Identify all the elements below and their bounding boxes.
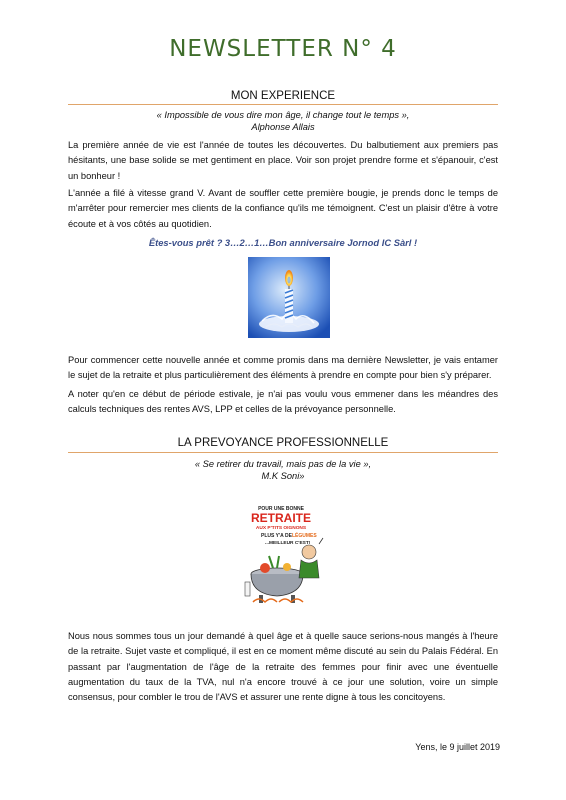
retirement-cartoon-icon bbox=[243, 502, 325, 607]
cartoon-text: AUX P'TITS OIGNONS bbox=[255, 526, 307, 531]
quote-author: M.K Soni» bbox=[261, 471, 305, 481]
paragraph-thanks: L'année a filé à vitesse grand V. Avant de souffler cette première bougie, je prends donc le temps de m'arrêter pour remercier mes clients de la confiance qu'ils me témoignent. C'est un plaisir d'être à votre écoute et à vos côtés au quotidien. bbox=[68, 188, 498, 229]
section-rule bbox=[68, 452, 498, 453]
cartoon-text: LÉGUMES bbox=[292, 533, 317, 539]
cartoon-text: ...MEILLEUR C'EST! bbox=[265, 541, 311, 546]
cartoon-text: RETRAITE bbox=[251, 511, 311, 525]
birthday-candle-icon bbox=[248, 257, 330, 338]
anniversary-highlight: Êtes-vous prêt ? 3…2…1…Bon anniversaire Jornod IC Sàrl ! bbox=[148, 237, 418, 248]
section-rule bbox=[68, 104, 498, 105]
cartoon-text: PLUS Y'A DE bbox=[261, 533, 292, 539]
quote-text: « Impossible de vous dire mon âge, il change tout le temps », bbox=[156, 110, 410, 120]
section-heading-experience: MON EXPERIENCE bbox=[230, 90, 336, 102]
paragraph-retirement-intro: Pour commencer cette nouvelle année et comme promis dans ma dernière Newsletter, je vais entamer le sujet de la retraite et plus particulièrement des éléments à prendre en compte pour bien s'y préparer. bbox=[68, 355, 498, 381]
paragraph-first-year: La première année de vie est l'année de toutes les découvertes. Du balbutiement aux premiers pas hésitants, une base solide se met gentiment en place. Voir son projet prendre forme et s'épanouir, c'est un bonheur ! bbox=[68, 140, 498, 181]
section-heading-prevoyance: LA PREVOYANCE PROFESSIONNELLE bbox=[177, 437, 389, 449]
quote-text: « Se retirer du travail, mais pas de la vie », bbox=[194, 459, 372, 469]
quote-allais bbox=[68, 109, 498, 133]
newsletter-title: NEWSLETTER N° 4 bbox=[169, 36, 397, 62]
quote-soni bbox=[68, 458, 498, 482]
quote-author: Alphonse Allais bbox=[251, 122, 315, 132]
cartoon-text: POUR UNE BONNE bbox=[258, 506, 304, 512]
footer-place-date: Yens, le 9 juillet 2019 bbox=[415, 742, 500, 752]
paragraph-summer-note: A noter qu'en ce début de période estivale, je n'ai pas voulu vous emmener dans les méandres des calculs techniques des rentes AVS, LPP et celles de la prévoyance personnelle. bbox=[68, 389, 498, 415]
paragraph-retirement-debate: Nous nous sommes tous un jour demandé à quel âge et à quelle sauce serions-nous mangés à l'heure de la retraite. Sujet vaste et compliqué, il est en ce moment même discuté au sein du Palais Fédéral. En passant par l'augmentation de l'âge de la retraite des femmes pour finir avec une éventuelle augmentation du taux de la TVA, nul n'a encore trouvé à ce jour une solution, voire un simple consensus, pour combler le trou de l'AVS et assurer une rente digne à tous les concitoyens. bbox=[68, 631, 498, 703]
